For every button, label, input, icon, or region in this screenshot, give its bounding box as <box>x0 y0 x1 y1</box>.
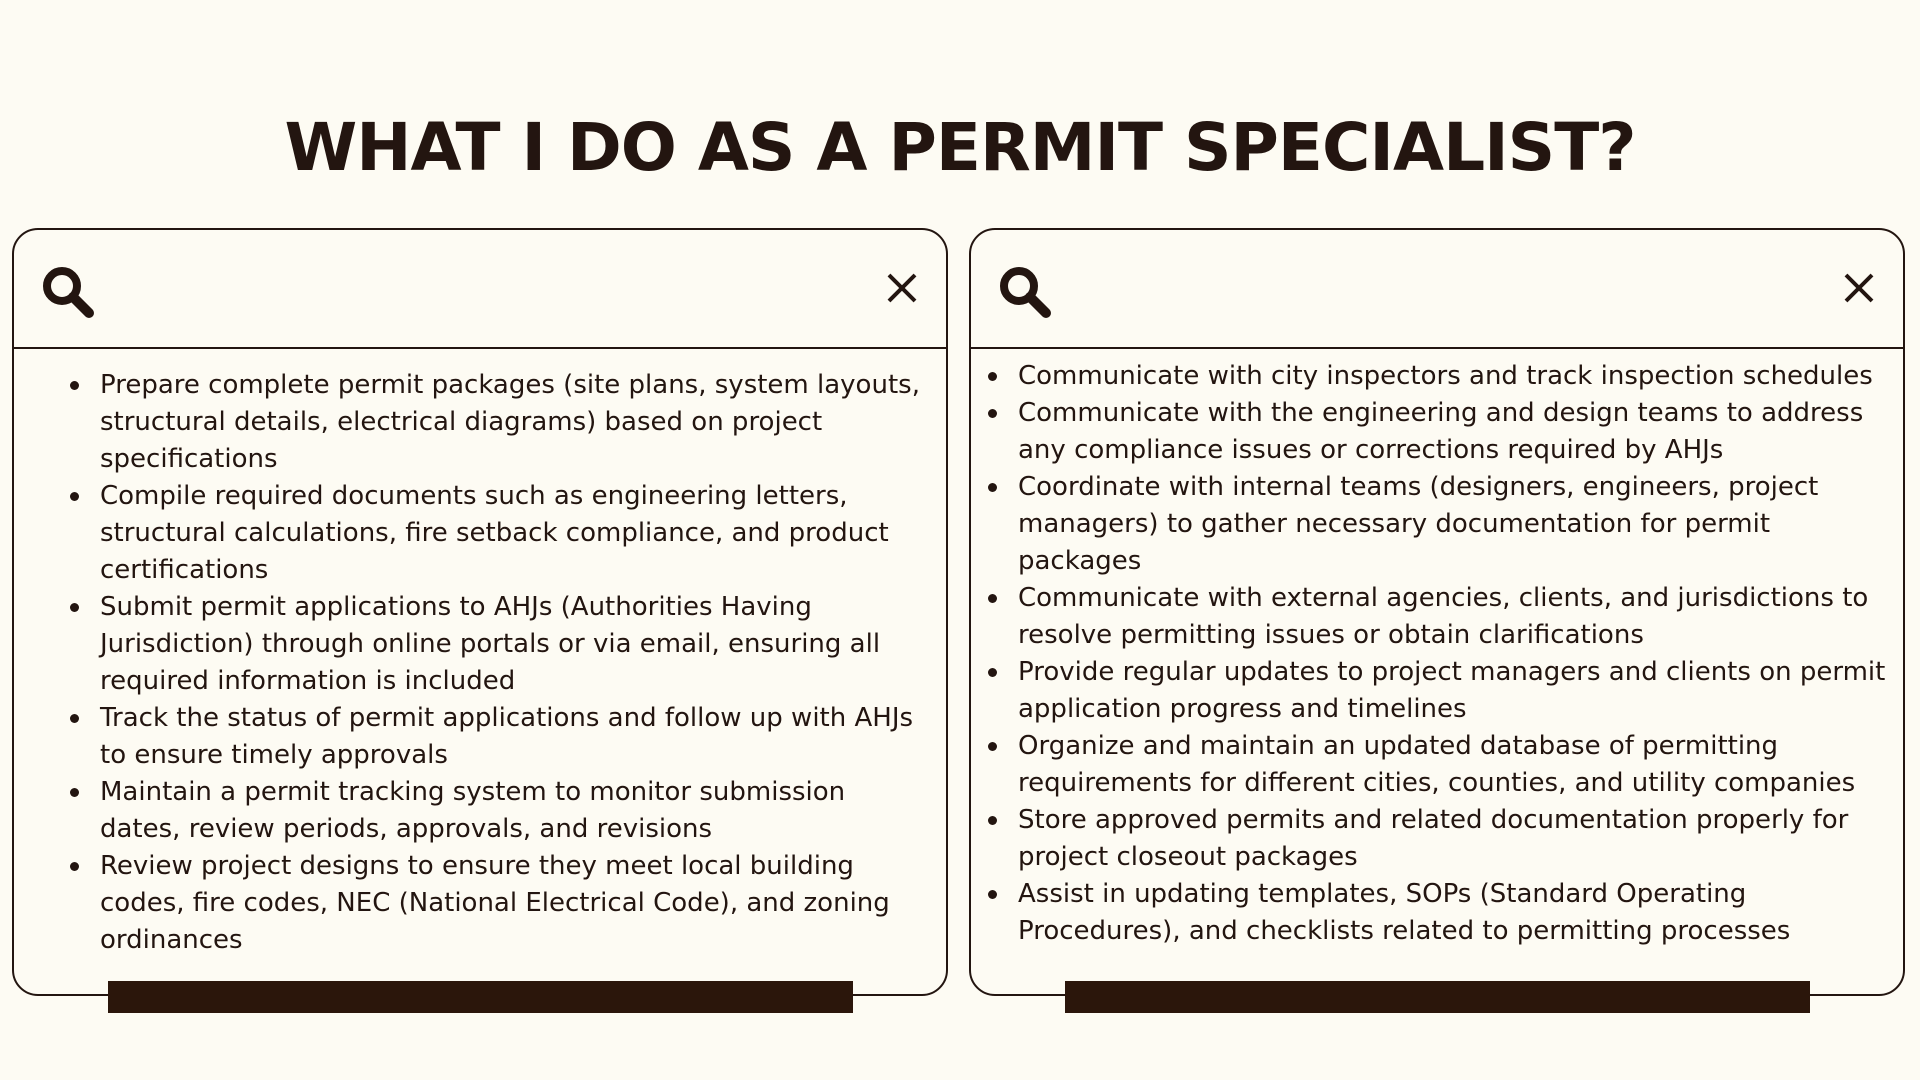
list-item: Track the status of permit applications and follow up with AHJs to ensure timely approvals <box>68 700 926 774</box>
list-item: Communicate with city inspectors and track inspection schedules <box>986 358 1901 395</box>
list-item: Compile required documents such as engineering letters, structural calculations, fire setback compliance, and product certifications <box>68 478 926 589</box>
list-item: Provide regular updates to project managers and clients on permit application progress and timelines <box>986 654 1901 728</box>
left-panel-box <box>12 228 948 996</box>
left-bullet-list <box>68 367 926 959</box>
right-panel <box>969 228 1905 996</box>
right-bullet-list <box>986 358 1901 950</box>
search-icon[interactable] <box>40 264 96 320</box>
list-item: Organize and maintain an updated database of permitting requirements for different cities, counties, and utility companies <box>986 728 1901 802</box>
left-decorative-bar <box>108 981 853 1013</box>
left-panel <box>12 228 948 996</box>
list-item: Assist in updating templates, SOPs (Standard Operating Procedures), and checklists related to permitting processes <box>986 876 1901 950</box>
list-item: Maintain a permit tracking system to monitor submission dates, review periods, approvals, and revisions <box>68 774 926 848</box>
close-icon[interactable] <box>884 270 920 306</box>
list-item: Coordinate with internal teams (designers, engineers, project managers) to gather necessary documentation for permit packages <box>986 469 1901 580</box>
list-item: Prepare complete permit packages (site plans, system layouts, structural details, electrical diagrams) based on project specifications <box>68 367 926 478</box>
list-item: Communicate with external agencies, clients, and jurisdictions to resolve permitting issues or obtain clarifications <box>986 580 1901 654</box>
list-item: Review project designs to ensure they meet local building codes, fire codes, NEC (National Electrical Code), and zoning ordinances <box>68 848 926 959</box>
list-item: Communicate with the engineering and design teams to address any compliance issues or corrections required by AHJs <box>986 395 1901 469</box>
left-search-bar[interactable] <box>14 230 946 349</box>
right-search-bar[interactable] <box>971 230 1903 349</box>
list-item: Submit permit applications to AHJs (Authorities Having Jurisdiction) through online portals or via email, ensuring all required information is included <box>68 589 926 700</box>
right-panel-box <box>969 228 1905 996</box>
page-title: WHAT I DO AS A PERMIT SPECIALIST? <box>284 109 1636 186</box>
right-decorative-bar <box>1065 981 1810 1013</box>
close-icon[interactable] <box>1841 270 1877 306</box>
search-icon[interactable] <box>997 264 1053 320</box>
list-item: Store approved permits and related documentation properly for project closeout packages <box>986 802 1901 876</box>
